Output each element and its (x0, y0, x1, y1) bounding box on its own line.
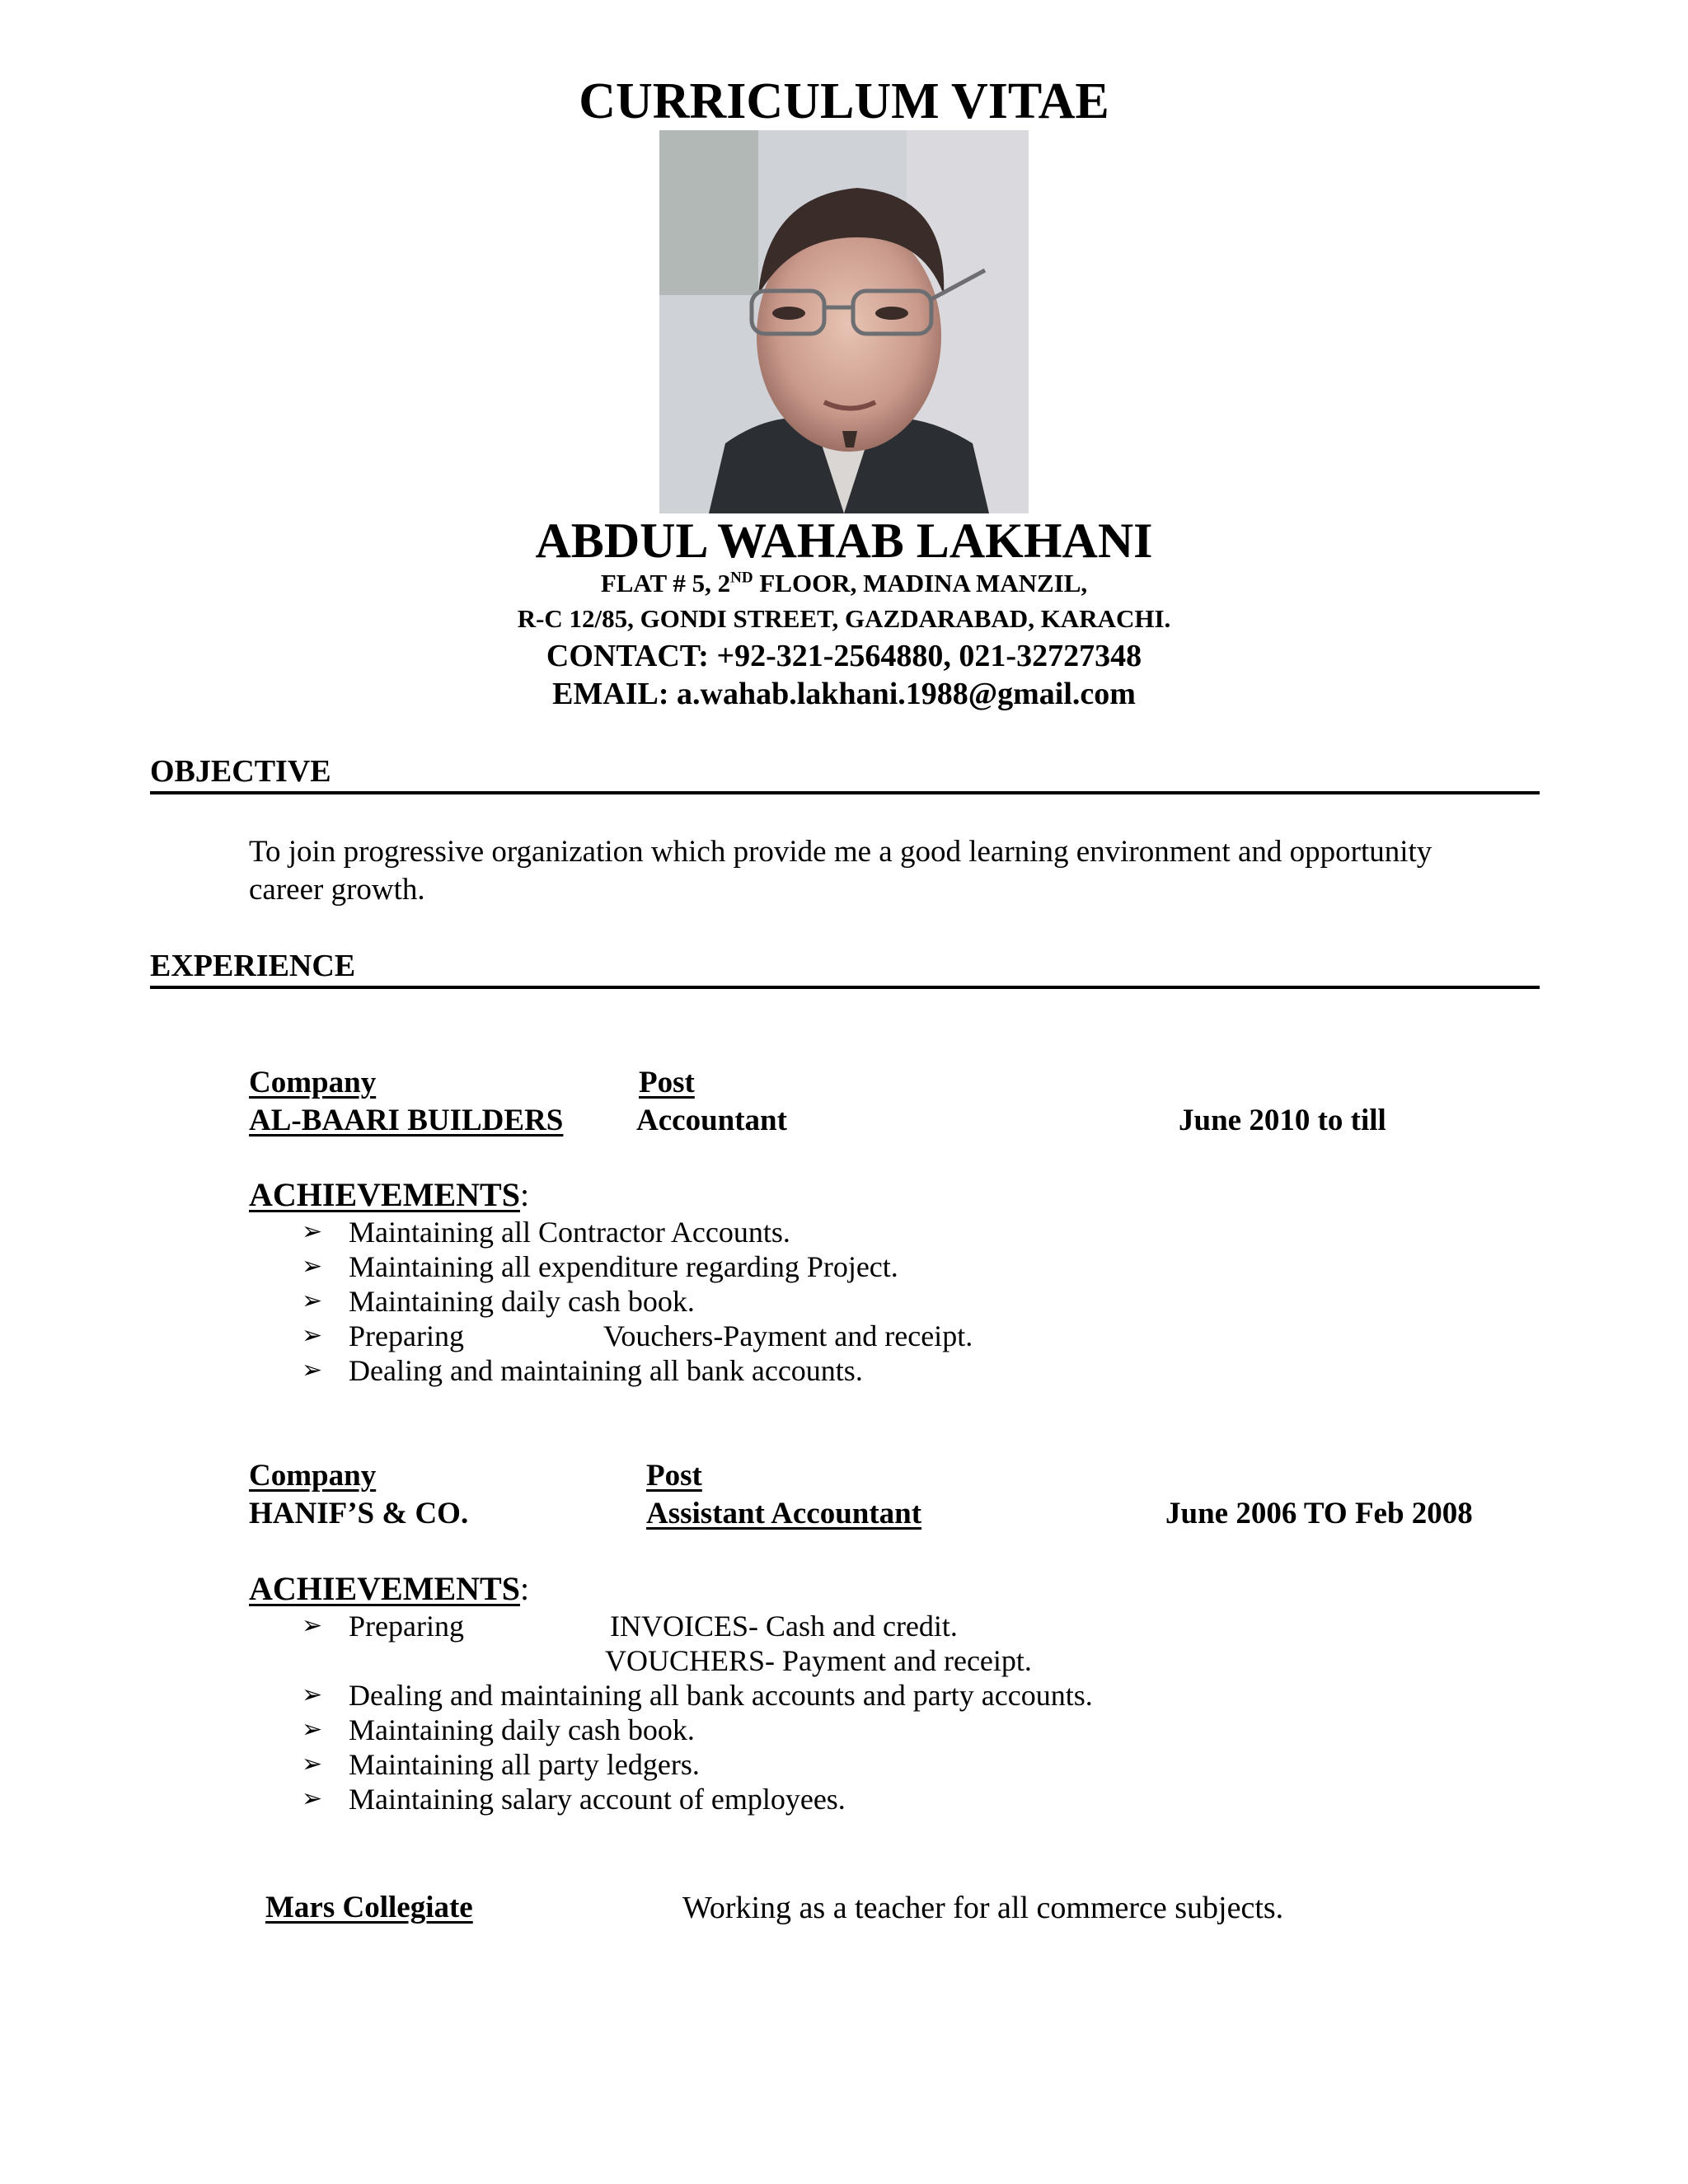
address-line-1-start: FLAT # 5, 2 (600, 569, 731, 598)
contact-numbers: CONTACT: +92-321-2564880, 021-32727348 (546, 639, 1142, 673)
job2-preparing-detail-1: INVOICES- Cash and credit. (610, 1610, 958, 1643)
arrow-bullet-icon: ➢ (302, 1784, 323, 1813)
job1-achievement-text: Preparing (349, 1319, 464, 1352)
job1-achievements-heading: ACHIEVEMENTS: (249, 1176, 530, 1213)
job2-company-label: Company (249, 1459, 377, 1493)
job2-company-name: HANIF’S & CO. (249, 1497, 469, 1530)
objective-text-line-1: To join progressive organization which provide me a good learning environment and opportunity (249, 835, 1432, 869)
arrow-bullet-icon: ➢ (302, 1611, 323, 1640)
email-address: EMAIL: a.wahab.lakhani.1988@gmail.com (552, 677, 1136, 711)
job2-post-label: Post (646, 1459, 702, 1493)
experience-divider (150, 986, 1540, 989)
job1-post: Accountant (636, 1104, 787, 1137)
job2-achievements-heading: ACHIEVEMENTS: (249, 1570, 530, 1607)
arrow-bullet-icon: ➢ (302, 1252, 323, 1281)
job2-achievements-label: ACHIEVEMENTS (249, 1570, 520, 1607)
job2-achievement-text: Preparing (349, 1610, 464, 1643)
job2-post: Assistant Accountant (646, 1497, 922, 1530)
profile-photo (659, 130, 1029, 513)
arrow-bullet-icon: ➢ (302, 1715, 323, 1744)
address-line-1 (0, 569, 1688, 598)
job1-achievements-label: ACHIEVEMENTS (249, 1176, 520, 1213)
arrow-bullet-icon: ➢ (302, 1286, 323, 1315)
job1-period: June 2010 to till (1179, 1104, 1386, 1137)
job2-achievement-text: Dealing and maintaining all bank accounts and party accounts. (349, 1679, 1093, 1712)
job1-achievement-text: Maintaining all expenditure regarding Project. (349, 1250, 898, 1283)
job2-period: June 2006 TO Feb 2008 (1165, 1497, 1473, 1530)
job1-post-label: Post (639, 1066, 695, 1099)
job2-preparing-detail-2: VOUCHERS- Payment and receipt. (605, 1644, 1032, 1677)
address-line-2: R-C 12/85, GONDI STREET, GAZDARABAD, KARACHI. (517, 604, 1171, 633)
job1-preparing-detail: Vouchers-Payment and receipt. (603, 1319, 973, 1352)
arrow-bullet-icon: ➢ (302, 1217, 323, 1246)
profile-photo-image (659, 130, 1029, 513)
job1-achievement-text: Dealing and maintaining all bank accounts. (349, 1354, 863, 1387)
arrow-bullet-icon: ➢ (302, 1750, 323, 1779)
job2-achievement-text: Maintaining all party ledgers. (349, 1748, 700, 1781)
address-line-1-superscript: ND (730, 569, 753, 587)
objective-heading: OBJECTIVE (150, 754, 331, 789)
job2-achievement-text: Maintaining salary account of employees. (349, 1783, 846, 1816)
arrow-bullet-icon: ➢ (302, 1356, 323, 1385)
job1-company-name: AL-BAARI BUILDERS (249, 1104, 564, 1137)
applicant-name: ABDUL WAHAB LAKHANI (535, 513, 1153, 568)
address-line-1-end: FLOOR, MADINA MANZIL, (753, 569, 1088, 598)
objective-text-line-2: career growth. (249, 873, 425, 907)
arrow-bullet-icon: ➢ (302, 1680, 323, 1709)
arrow-bullet-icon: ➢ (302, 1321, 323, 1350)
job2-achievement-text: Maintaining daily cash book. (349, 1713, 695, 1746)
teaching-institution: Mars Collegiate (265, 1891, 473, 1924)
job1-achievement-text: Maintaining all Contractor Accounts. (349, 1216, 790, 1249)
teaching-description: Working as a teacher for all commerce subjects. (682, 1891, 1284, 1925)
cv-title: CURRICULUM VITAE (579, 73, 1109, 129)
job1-achievement-text: Maintaining daily cash book. (349, 1285, 695, 1318)
job1-company-label: Company (249, 1066, 377, 1099)
experience-heading: EXPERIENCE (150, 949, 356, 983)
objective-divider (150, 791, 1540, 794)
